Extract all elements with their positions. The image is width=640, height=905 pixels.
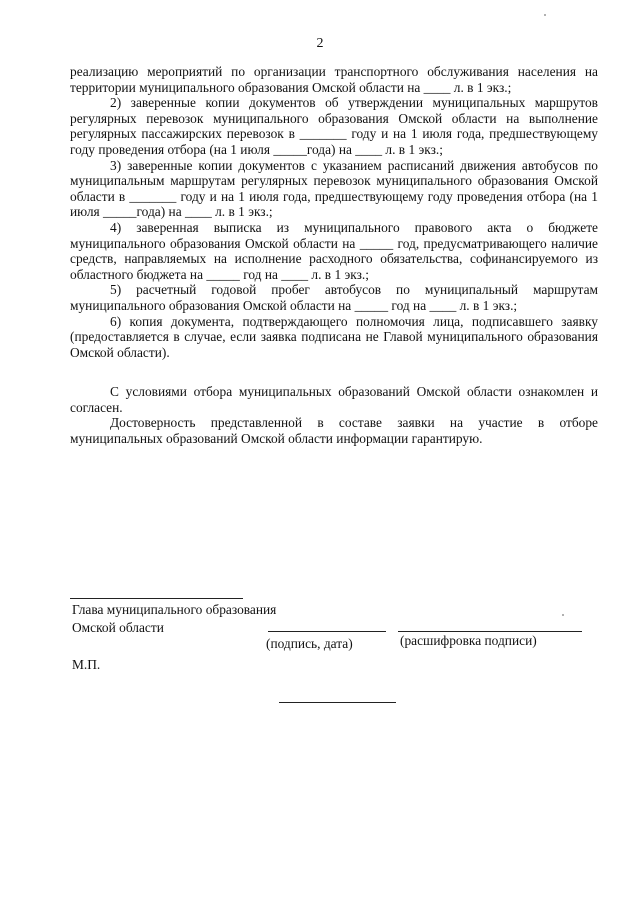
signature-date-caption: (подпись, дата)	[266, 636, 353, 651]
signature-separator-line	[70, 598, 243, 599]
footer-separator-line	[279, 702, 396, 703]
signature-date-blank	[268, 631, 386, 632]
paragraph-item-3: 3) заверенные копии документов с указанием расписаний движения автобусов по муниципальным маршрутам регулярных перевозок муниципального образования Омской области в _______ году и на 1 июля года, предшествующему году проведения отбора (на 1 июля _____года) на ____ л. в 1 экз.;	[70, 157, 598, 220]
paragraph-item-5: 5) расчетный годовой пробег автобусов по муниципальный маршрутам муниципального образования Омской области на _____ год на ____ л. в 1 экз.;	[70, 282, 598, 313]
page-number: 2	[316, 36, 324, 51]
paragraph-item-2: 2) заверенные копии документов об утверждении муниципальных маршрутов регулярных перевозок муниципального образования Омской области на выполнение регулярных пассажирских перевозок в _______ году и на 1 июля года, предшествующему году проведения отбора (на 1 июля _____года) на ____ л. в 1 экз.;	[70, 95, 598, 157]
paragraph-guarantee: Достоверность представленной в составе заявки на участие в отборе муниципальных образований Омской области информации гарантирую.	[70, 415, 598, 447]
signatory-title-line1: Глава муниципального образования	[72, 602, 277, 617]
paragraph-1-continuation: реализацию мероприятий по организации транспортного обслуживания населения на территории муниципального образования Омской области на ____ л. в 1 экз.;	[70, 64, 598, 95]
signature-decoding-caption: (расшифровка подписи)	[400, 633, 537, 648]
signatory-title-line2: Омской области	[72, 620, 164, 635]
signature-decoding-blank	[398, 631, 582, 632]
document-body	[70, 64, 598, 447]
paragraph-item-6: 6) копия документа, подтверждающего полномочия лица, подписавшего заявку (предоставляется в случае, если заявка подписана не Главой муниципального образования Омской области).	[70, 313, 598, 360]
stamp-place-label: М.П.	[72, 657, 101, 672]
paragraph-item-4: 4) заверенная выписка из муниципального правового акта о бюджете муниципального образования Омской области на _____ год, предусматривающего наличие средств, направляемых на исполнение расходного обязательства, софинансируемого из областного бюджета на _____ год на ____ л. в 1 экз.;	[70, 219, 598, 282]
scan-speck	[562, 614, 564, 616]
scan-speck	[544, 14, 546, 16]
paragraph-agreement: С условиями отбора муниципальных образований Омской области ознакомлен и согласен.	[70, 384, 598, 415]
